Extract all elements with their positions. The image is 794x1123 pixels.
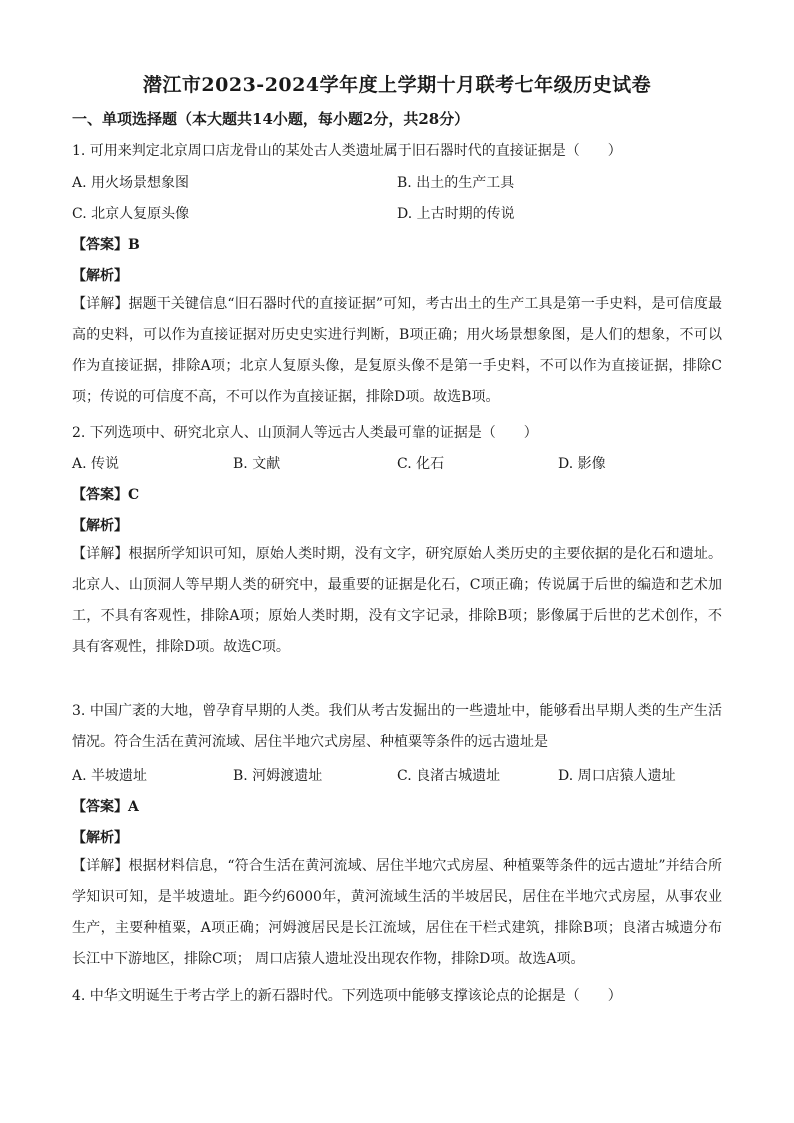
question-1-option-b: B. 出土的生产工具	[397, 175, 515, 191]
question-1-option-a: A. 用火场景想象图	[72, 175, 190, 191]
page-title: 潜江市2023-2024学年度上学期十月联考七年级历史试卷	[142, 74, 652, 96]
question-3-stem: 3. 中国广袤的大地，曾孕育早期的人类。我们从考古发掘出的一些遗址中，能够看出早期人类的生产生活情况。符合生活在黄河流域、居住半地穴式房屋、种植粟等条件的远古遗址是	[72, 703, 722, 750]
question-3-answer: 【答案】A	[72, 799, 139, 815]
question-3-detail: 【详解】根据材料信息，“符合生活在黄河流域、居住半地穴式房屋、种植粟等条件的远古遗址”并结合所学知识可知，是半坡遗址。距今约6000年，黄河流域生活的半坡居民，居住在半地穴式房屋，从事农业生产，主要种植粟，A项正确；河姆渡居民是长江流域，居住在干栏式建筑，排除B项；良渚古城遗分布长江中下游地区，排除C项； 周口店猿人遗址没出现农作物，排除D项。故选A项。	[72, 858, 722, 967]
question-3-option-c: C. 良渚古城遗址	[397, 768, 501, 784]
question-2-analysis: 【解析】	[72, 518, 128, 534]
question-1-analysis: 【解析】	[72, 268, 128, 284]
question-3-option-a: A. 半坡遗址	[72, 768, 148, 784]
question-2-option-a: A. 传说	[72, 456, 120, 472]
section-heading: 一、单项选择题（本大题共14小题，每小题2分，共28分）	[72, 110, 470, 128]
question-2-option-b: B. 文献	[233, 456, 281, 472]
question-3-analysis: 【解析】	[72, 830, 128, 846]
question-2-option-c: C. 化石	[397, 456, 445, 472]
question-1-option-c: C. 北京人复原头像	[72, 206, 190, 222]
question-2-detail: 【详解】根据所学知识可知，原始人类时期，没有文字，研究原始人类历史的主要依据的是化石和遗址。北京人、山顶洞人等早期人类的研究中，最重要的证据是化石，C项正确；传说属于后世的编造和艺术加工，不具有客观性，排除A项；原始人类时期，没有文字记录，排除B项；影像属于后世的艺术创作，不具有客观性，排除D项。故选C项。	[72, 546, 722, 655]
question-1-stem: 1. 可用来判定北京周口店龙骨山的某处古人类遗址属于旧石器时代的直接证据是（ ）	[72, 143, 622, 159]
question-2-stem: 2. 下列选项中、研究北京人、山顶洞人等远古人类最可靠的证据是（ ）	[72, 425, 538, 441]
question-3-option-d: D. 周口店猿人遗址	[558, 768, 676, 784]
question-2-answer: 【答案】C	[72, 487, 140, 503]
question-3-option-b: B. 河姆渡遗址	[233, 768, 323, 784]
question-1-detail: 【详解】据题干关键信息“旧石器时代的直接证据”可知，考古出土的生产工具是第一手史料，是可信度最高的史料，可以作为直接证据对历史史实进行判断，B项正确；用火场景想象图，是人们的想象，不可以作为直接证据，排除A项；北京人复原头像，是复原头像不是第一手史料，不可以作为直接证据，排除C项；传说的可信度不高，不可以作为直接证据，排除D项。故选B项。	[72, 296, 722, 405]
question-1-option-d: D. 上古时期的传说	[397, 206, 515, 222]
question-4-stem: 4. 中华文明诞生于考古学上的新石器时代。下列选项中能够支撑该论点的论据是（ ）	[72, 988, 622, 1004]
question-2-option-d: D. 影像	[558, 456, 606, 472]
question-1-answer: 【答案】B	[72, 237, 140, 253]
